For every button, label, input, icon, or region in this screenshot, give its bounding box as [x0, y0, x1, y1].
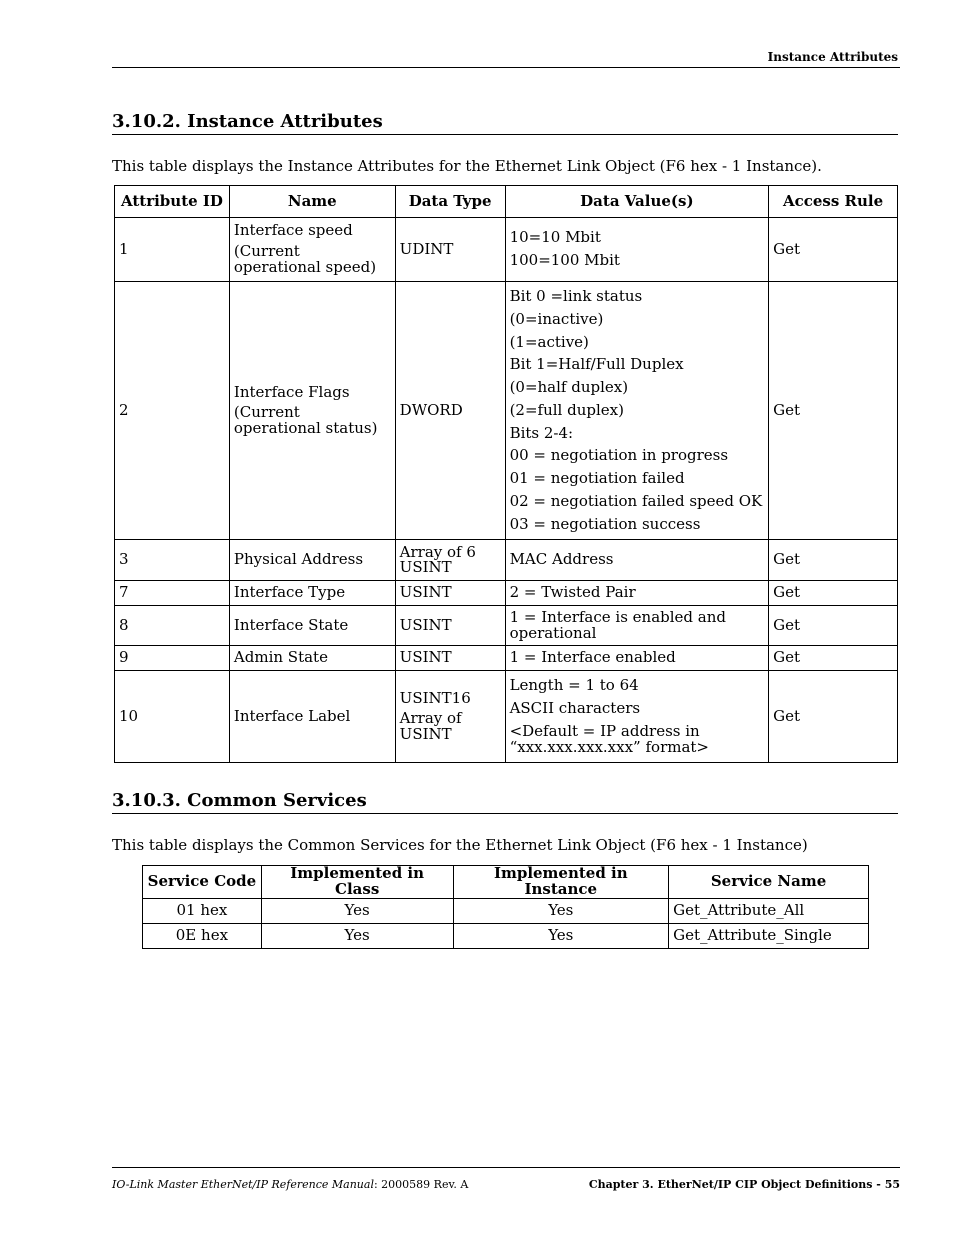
data-value-line: (2=full duplex): [509, 400, 624, 419]
attribute-id-cell: 2: [115, 282, 230, 540]
name-cell: [229, 540, 395, 581]
implemented-in-instance-cell: Yes: [453, 923, 669, 948]
attribute-name: Physical Address: [233, 550, 364, 569]
data-value-line: (1=active): [509, 332, 589, 351]
table-row: [115, 606, 898, 646]
data-value-line: 100=100 Mbit: [509, 251, 620, 269]
service-code-cell: 01 hex: [143, 898, 262, 923]
name-cell: [229, 606, 395, 646]
data-value-line: Bits 2-4:: [509, 423, 574, 442]
attribute-name-note: (Current operational speed): [233, 242, 377, 276]
table-row: [143, 923, 869, 948]
column-header: Service Code: [143, 866, 262, 899]
data-values-cell: [505, 282, 769, 540]
data-value-line: 02 = negotiation failed speed OK: [509, 491, 763, 510]
instance-attributes-body: [115, 218, 898, 763]
access-rule-cell: Get: [769, 671, 898, 763]
table-header-row: [143, 866, 869, 899]
data-value-line: (0=inactive): [509, 309, 604, 328]
column-header: Data Type: [395, 186, 505, 218]
data-value-line: Bit 1=Half/Full Duplex: [509, 355, 684, 374]
implemented-in-class-cell: Yes: [261, 898, 453, 923]
data-values-cell: [505, 646, 769, 671]
data-values-cell: [505, 606, 769, 646]
service-name-cell: Get_Attribute_All: [669, 898, 869, 923]
access-rule-cell: Get: [769, 540, 898, 581]
footer-rule: [112, 1167, 900, 1168]
data-type-cell: [395, 581, 505, 606]
data-value-line: 01 = negotiation failed: [509, 469, 685, 487]
table-row: [115, 671, 898, 763]
data-value-line: Bit 0 =link status: [509, 287, 643, 305]
data-value-line: ASCII characters: [509, 699, 641, 717]
column-header: Service Name: [669, 866, 869, 899]
name-cell: [229, 218, 395, 282]
data-type: USINT: [399, 583, 452, 602]
attribute-id-cell: 7: [115, 581, 230, 606]
data-type: Array of 6 USINT: [399, 542, 476, 577]
attribute-name: Interface Label: [233, 706, 351, 725]
footer-chapter: Chapter 3. EtherNet/IP CIP Object Definitions - 55: [588, 1178, 900, 1191]
attribute-name: Interface State: [233, 615, 349, 634]
common-services-table: [142, 865, 869, 949]
attribute-name-note: (Current operational status): [233, 403, 378, 437]
data-type: UDINT: [399, 239, 454, 258]
table-row: [115, 282, 898, 540]
attribute-name: Admin State: [233, 648, 328, 667]
instance-attributes-table: [114, 185, 898, 763]
header-rule: [112, 67, 900, 68]
data-values-cell: [505, 581, 769, 606]
column-header: Name: [229, 186, 395, 218]
implemented-in-class-cell: Yes: [261, 923, 453, 948]
attribute-name: Interface speed: [233, 221, 353, 240]
data-type-cell: [395, 282, 505, 540]
manual-title: IO-Link Master EtherNet/IP Reference Manual: [112, 1178, 374, 1191]
data-value-line: 03 = negotiation success: [509, 514, 701, 533]
section-heading-common-services: 3.10.3. Common Services: [112, 790, 898, 814]
data-type: DWORD: [399, 400, 463, 419]
column-header: Implemented in Class: [261, 866, 453, 899]
data-value-line: 2 = Twisted Pair: [509, 583, 636, 602]
data-type-cell: [395, 218, 505, 282]
section-heading-instance-attributes: 3.10.2. Instance Attributes: [112, 111, 898, 135]
data-type-cell: [395, 540, 505, 581]
access-rule-cell: Get: [769, 646, 898, 671]
access-rule-cell: Get: [769, 218, 898, 282]
common-services-body: [143, 898, 869, 948]
table-row: [143, 898, 869, 923]
access-rule-cell: Get: [769, 581, 898, 606]
data-type-cell: [395, 606, 505, 646]
data-type-cell: [395, 671, 505, 763]
service-name-cell: Get_Attribute_Single: [669, 923, 869, 948]
data-type: USINT: [399, 648, 452, 667]
attribute-id-cell: 8: [115, 606, 230, 646]
attribute-name: Interface Type: [233, 583, 346, 602]
running-header: Instance Attributes: [767, 50, 898, 64]
data-type: USINT16: [399, 688, 471, 707]
name-cell: [229, 646, 395, 671]
common-services-intro: This table displays the Common Services for the Ethernet Link Object (F6 hex - 1 Instance): [112, 836, 808, 854]
data-values-cell: [505, 218, 769, 282]
table-header-row: [115, 186, 898, 218]
table-row: [115, 540, 898, 581]
access-rule-cell: Get: [769, 606, 898, 646]
table-row: [115, 218, 898, 282]
attribute-id-cell: 9: [115, 646, 230, 671]
name-cell: [229, 671, 395, 763]
column-header: Implemented in Instance: [453, 866, 669, 899]
document-number: : 2000589 Rev. A: [373, 1178, 469, 1191]
column-header: Attribute ID: [115, 186, 230, 218]
table-row: [115, 646, 898, 671]
table-row: [115, 581, 898, 606]
data-type-cell: [395, 646, 505, 671]
attribute-id-cell: 3: [115, 540, 230, 581]
attribute-id-cell: 1: [115, 218, 230, 282]
data-value-line: 1 = Interface enabled: [509, 648, 676, 667]
name-cell: [229, 282, 395, 540]
data-value-line: <Default = IP address in “xxx.xxx.xxx.xxx” format>: [509, 721, 710, 756]
access-rule-cell: Get: [769, 282, 898, 540]
attribute-name: Interface Flags: [233, 382, 350, 401]
data-type-alt: Array of USINT: [399, 709, 462, 744]
column-header: Access Rule: [769, 186, 898, 218]
column-header: Data Value(s): [505, 186, 769, 218]
instance-attributes-intro: This table displays the Instance Attributes for the Ethernet Link Object (F6 hex - 1 Instance).: [112, 157, 822, 175]
data-value-line: (0=half duplex): [509, 378, 629, 396]
name-cell: [229, 581, 395, 606]
data-value-line: 00 = negotiation in progress: [509, 446, 729, 465]
data-value-line: 1 = Interface is enabled and operational: [509, 608, 727, 642]
data-values-cell: [505, 540, 769, 581]
data-value-line: Length = 1 to 64: [509, 676, 639, 695]
data-type: USINT: [399, 615, 452, 634]
service-code-cell: 0E hex: [143, 923, 262, 948]
data-value-line: MAC Address: [509, 550, 614, 569]
attribute-id-cell: 10: [115, 671, 230, 763]
data-value-line: 10=10 Mbit: [509, 228, 601, 247]
footer-left: [112, 1178, 468, 1191]
data-values-cell: [505, 671, 769, 763]
implemented-in-instance-cell: Yes: [453, 898, 669, 923]
